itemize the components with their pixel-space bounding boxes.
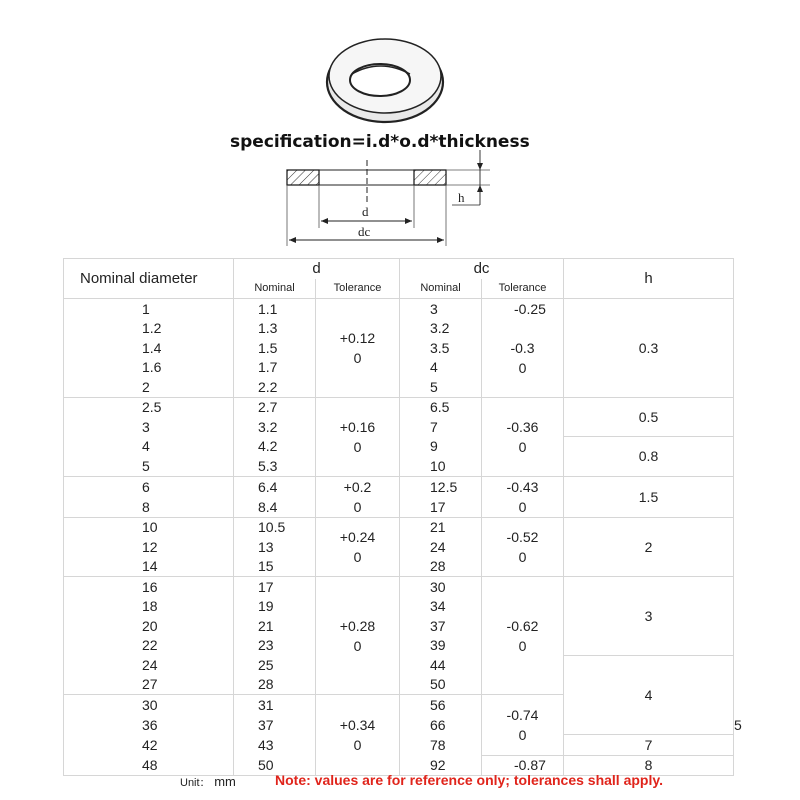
cell-d-nominal: 6.4 (234, 476, 316, 497)
dim-label-d: d (362, 204, 369, 219)
cell-h: 0.3 (564, 299, 734, 398)
washer-3d-icon (327, 39, 443, 122)
cell-nominal-diameter: 22 (64, 636, 234, 656)
cell-nominal-diameter: 3 (64, 417, 234, 437)
header-nominal-diameter: Nominal diameter (64, 259, 234, 299)
tol-upper: -0.3 (510, 339, 535, 356)
cell-nominal-diameter: 1.2 (64, 319, 234, 339)
tol-lower: 0 (353, 498, 362, 515)
header-dc-tolerance: Tolerance (482, 279, 564, 299)
cell-dc-nominal: 66 (400, 715, 482, 735)
header-d: d (234, 259, 400, 279)
cell-dc-tolerance (482, 517, 564, 577)
cell-d-nominal: 19 (234, 597, 316, 617)
table-row (64, 397, 734, 417)
cell-dc-nominal: 3.2 (400, 319, 482, 339)
cell-nominal-diameter: 6 (64, 476, 234, 497)
cell-dc-tolerance (482, 695, 564, 756)
tol-lower: 0 (353, 737, 362, 753)
tol-upper: +0.16 (339, 418, 376, 435)
cell-dc-nominal: 3.5 (400, 338, 482, 358)
cell-d-nominal: 2.7 (234, 397, 316, 417)
cell-dc-nominal: 4 (400, 358, 482, 378)
cell-nominal-diameter: 4 (64, 437, 234, 457)
cell-nominal-diameter: 5 (64, 456, 234, 476)
cell-h: 2 (564, 517, 734, 577)
cell-dc-nominal: 39 (400, 636, 482, 656)
cell-dc-nominal: 50 (400, 675, 482, 695)
cell-d-nominal: 50 (234, 755, 316, 776)
cell-d-nominal: 28 (234, 675, 316, 695)
cell-d-nominal: 1.5 (234, 338, 316, 358)
header-dc: dc (400, 259, 564, 279)
cell-dc-tolerance: -0.87 (482, 755, 564, 776)
cell-d-nominal: 31 (234, 695, 316, 715)
cell-nominal-diameter: 1 (64, 299, 234, 319)
cell-dc-nominal: 28 (400, 557, 482, 577)
cell-h: 1.5 (564, 476, 734, 517)
dim-label-h: h (458, 190, 465, 205)
cell-nominal-diameter: 36 (64, 715, 234, 735)
tol-lower: 0 (353, 349, 362, 366)
unit-label: Unit： (180, 777, 211, 789)
cell-nominal-diameter: 2 (64, 377, 234, 397)
cell-d-nominal: 25 (234, 655, 316, 675)
cell-dc-nominal: 5 (400, 377, 482, 397)
tol-lower: 0 (518, 498, 527, 515)
cell-dc-nominal: 12.5 (400, 476, 482, 497)
cell-d-nominal: 37 (234, 715, 316, 735)
cell-d-nominal: 43 (234, 735, 316, 756)
cell-dc-nominal: 44 (400, 655, 482, 675)
cell-dc-nominal: 92 (400, 755, 482, 776)
cell-nominal-diameter: 18 (64, 597, 234, 617)
cell-d-tolerance (316, 397, 400, 476)
cell-dc-nominal: 7 (400, 417, 482, 437)
cell-dc-nominal: 3 (400, 299, 482, 319)
cell-dc-nominal: 24 (400, 537, 482, 557)
tol-upper: -0.62 (506, 617, 539, 634)
cell-nominal-diameter: 2.5 (64, 397, 234, 417)
tol-lower: 0 (518, 359, 527, 376)
cell-d-nominal: 4.2 (234, 437, 316, 457)
cell-dc-nominal: 21 (400, 517, 482, 537)
cell-nominal-diameter: 20 (64, 616, 234, 636)
tol-upper: +0.24 (339, 528, 376, 545)
tol-upper: +0.34 (339, 717, 376, 733)
cell-nominal-diameter: 1.6 (64, 358, 234, 378)
cell-h: 7 (564, 735, 734, 756)
cell-h: 3 (564, 577, 734, 656)
cell-d-tolerance (316, 517, 400, 577)
table-row: 36 37 66 5 (64, 715, 734, 735)
tol-lower: 0 (353, 438, 362, 455)
cell-dc-nominal: 30 (400, 577, 482, 597)
tol-upper: -0.43 (506, 478, 539, 495)
cell-h: 8 (564, 755, 734, 776)
cell-h: 0.8 (564, 437, 734, 477)
header-d-nominal: Nominal (234, 279, 316, 299)
tol-upper: +0.2 (343, 478, 372, 495)
tol-upper: -0.52 (506, 528, 539, 545)
cell-dc-nominal: 78 (400, 735, 482, 756)
cell-nominal-diameter: 27 (64, 675, 234, 695)
cell-dc-tolerance (482, 577, 564, 695)
table-row (64, 476, 734, 497)
cell-nominal-diameter: 30 (64, 695, 234, 715)
cell-dc-nominal: 34 (400, 597, 482, 617)
header-d-tolerance: Tolerance (316, 279, 400, 299)
dim-label-dc: dc (358, 224, 371, 239)
cell-d-nominal: 10.5 (234, 517, 316, 537)
cell-d-nominal: 5.3 (234, 456, 316, 476)
cell-dc-nominal: 56 (400, 695, 482, 715)
cell-d-tolerance (316, 577, 400, 695)
cell-dc-tolerance (482, 476, 564, 517)
tol-upper: -0.74 (506, 706, 539, 723)
table-row (64, 517, 734, 537)
cell-d-nominal: 1.7 (234, 358, 316, 378)
tol-lower: 0 (518, 548, 527, 565)
cell-d-nominal: 1.3 (234, 319, 316, 339)
cell-d-tolerance (316, 695, 400, 776)
tol-lower: 0 (518, 637, 527, 654)
cell-nominal-diameter: 48 (64, 755, 234, 776)
unit-value: mm (214, 774, 236, 789)
spec-formula: specification=i.d*o.d*thickness (230, 132, 530, 152)
cell-d-nominal: 17 (234, 577, 316, 597)
washer-drawing (0, 0, 800, 260)
reference-note: Note: values are for reference only; tolerances shall apply. (275, 772, 663, 788)
header-h: h (564, 259, 734, 299)
cell-dc-tolerance (482, 397, 564, 476)
cell-nominal-diameter: 16 (64, 577, 234, 597)
cell-dc-nominal: 10 (400, 456, 482, 476)
cell-nominal-diameter: 42 (64, 735, 234, 756)
cell-d-nominal: 2.2 (234, 377, 316, 397)
tol-upper: -0.36 (506, 418, 539, 435)
tol-upper: +0.12 (339, 329, 376, 346)
cell-nominal-diameter: 14 (64, 557, 234, 577)
cell-dc-tolerance: -0.25 (482, 299, 564, 319)
tol-lower: 0 (353, 548, 362, 565)
cell-d-nominal: 13 (234, 537, 316, 557)
cell-d-tolerance (316, 476, 400, 517)
header-dc-nominal: Nominal (400, 279, 482, 299)
cell-h: 4 (564, 655, 734, 735)
cell-dc-nominal: 9 (400, 437, 482, 457)
tol-lower: 0 (518, 726, 527, 743)
cell-d-nominal: 1.1 (234, 299, 316, 319)
cell-nominal-diameter: 1.4 (64, 338, 234, 358)
cell-dc-nominal: 6.5 (400, 397, 482, 417)
cell-nominal-diameter: 24 (64, 655, 234, 675)
unit-line (180, 774, 236, 790)
cell-d-tolerance (316, 299, 400, 398)
cell-d-nominal: 3.2 (234, 417, 316, 437)
tol-upper: +0.28 (339, 617, 376, 634)
cell-d-nominal: 21 (234, 616, 316, 636)
cell-d-nominal: 8.4 (234, 497, 316, 518)
cell-nominal-diameter: 10 (64, 517, 234, 537)
cell-d-nominal: 15 (234, 557, 316, 577)
spec-table (63, 258, 742, 776)
table-row (64, 299, 734, 319)
tol-lower: 0 (353, 637, 362, 654)
cell-h: 0.5 (564, 397, 734, 437)
cell-nominal-diameter: 8 (64, 497, 234, 518)
cell-dc-tolerance (482, 319, 564, 398)
tol-lower: 0 (518, 438, 527, 455)
table-row (64, 577, 734, 597)
cell-nominal-diameter: 12 (64, 537, 234, 557)
cell-d-nominal: 23 (234, 636, 316, 656)
cell-dc-nominal: 17 (400, 497, 482, 518)
cell-dc-nominal: 37 (400, 616, 482, 636)
